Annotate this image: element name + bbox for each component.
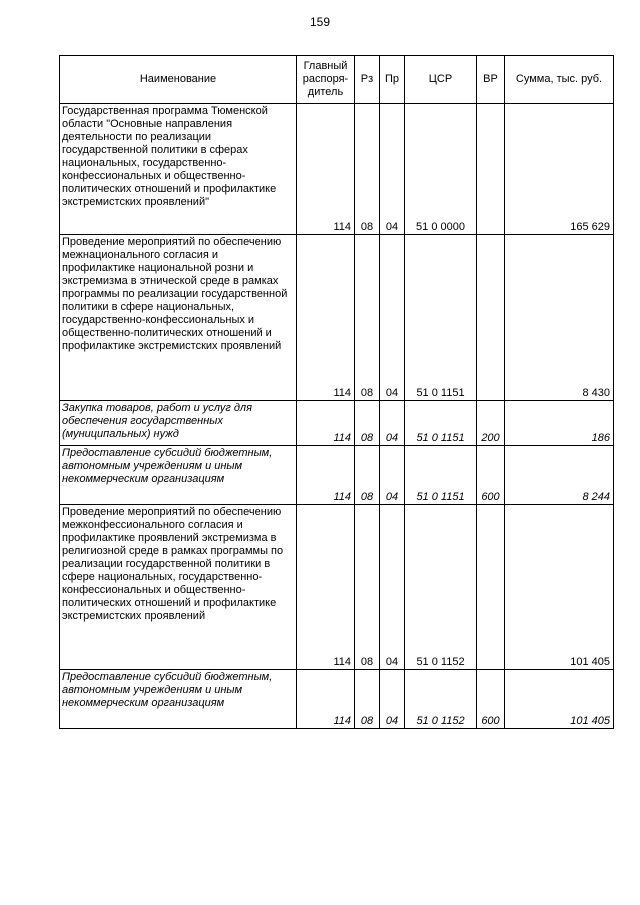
row-name: Предоставление субсидий бюджетным, автономным учреждениям и иным некоммерческим организациям — [60, 670, 297, 729]
budget-table — [59, 55, 614, 729]
table-row — [60, 104, 614, 235]
row-rz: 08 — [355, 446, 380, 505]
row-vr: 600 — [477, 446, 505, 505]
row-pr: 04 — [380, 401, 405, 446]
header-rz: Рз — [355, 56, 380, 104]
row-pr: 04 — [380, 670, 405, 729]
header-name: Наименование — [60, 56, 297, 104]
header-sum: Сумма, тыс. руб. — [505, 56, 614, 104]
row-vr: 200 — [477, 401, 505, 446]
row-pr: 04 — [380, 446, 405, 505]
header-admin: Главный распоря-дитель — [297, 56, 355, 104]
row-sum: 8 244 — [505, 446, 614, 505]
row-pr: 04 — [380, 505, 405, 670]
row-name: Государственная программа Тюменской области "Основные направления деятельности по реализации государственной политики в сферах национальных, государственно-конфессиональных и общественно-политических отношений и профилактике экстремистских проявлений" — [60, 104, 297, 235]
row-csr: 51 0 1151 — [405, 401, 477, 446]
row-admin: 114 — [297, 235, 355, 401]
row-name: Предоставление субсидий бюджетным, автономным учреждениям и иным некоммерческим организациям — [60, 446, 297, 505]
row-csr: 51 0 1151 — [405, 235, 477, 401]
row-pr: 04 — [380, 104, 405, 235]
header-vr: ВР — [477, 56, 505, 104]
row-rz: 08 — [355, 670, 380, 729]
table-row — [60, 235, 614, 401]
row-sum: 186 — [505, 401, 614, 446]
table-row — [60, 505, 614, 670]
table-row — [60, 401, 614, 446]
row-name: Проведение мероприятий по обеспечению межнационального согласия и профилактике национальной розни и экстремизма в этнической среде в рамках программы по реализации государственной политики в сфере национальных, государственно-конфессиональных и общественно-политических отношений и профилактике экстремистских проявлений — [60, 235, 297, 401]
header-row — [60, 56, 614, 104]
page-number: 159 — [309, 15, 331, 29]
table-row — [60, 446, 614, 505]
row-rz: 08 — [355, 104, 380, 235]
row-admin: 114 — [297, 401, 355, 446]
row-name: Проведение мероприятий по обеспечению межконфессионального согласия и профилактике проявлений экстремизма в религиозной среде в рамках программы по реализации государственной политики в сфере национальных, государственно-конфессиональных и общественно-политических отношений и профилактике экстремистских проявлений — [60, 505, 297, 670]
row-rz: 08 — [355, 505, 380, 670]
row-rz: 08 — [355, 401, 380, 446]
row-vr: 600 — [477, 670, 505, 729]
row-vr — [477, 104, 505, 235]
header-pr: Пр — [380, 56, 405, 104]
row-pr: 04 — [380, 235, 405, 401]
row-name: Закупка товаров, работ и услуг для обеспечения государственных (муниципальных) нужд — [60, 401, 297, 446]
row-rz: 08 — [355, 235, 380, 401]
row-csr: 51 0 1152 — [405, 670, 477, 729]
row-vr — [477, 505, 505, 670]
header-csr: ЦСР — [405, 56, 477, 104]
row-csr: 51 0 1151 — [405, 446, 477, 505]
row-sum: 165 629 — [505, 104, 614, 235]
row-vr — [477, 235, 505, 401]
row-admin: 114 — [297, 505, 355, 670]
row-admin: 114 — [297, 670, 355, 729]
row-admin: 114 — [297, 446, 355, 505]
row-admin: 114 — [297, 104, 355, 235]
row-sum: 8 430 — [505, 235, 614, 401]
row-csr: 51 0 0000 — [405, 104, 477, 235]
row-csr: 51 0 1152 — [405, 505, 477, 670]
row-sum: 101 405 — [505, 670, 614, 729]
table-row — [60, 670, 614, 729]
row-sum: 101 405 — [505, 505, 614, 670]
